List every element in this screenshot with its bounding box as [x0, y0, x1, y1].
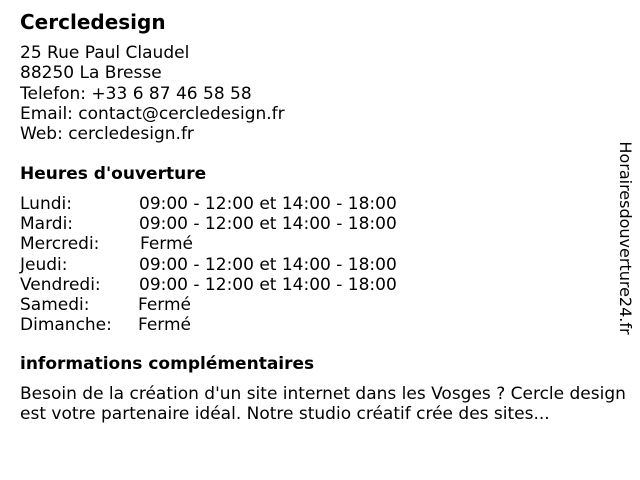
hours-row-mardi [20, 214, 397, 234]
day-label: Samedi: [20, 295, 90, 316]
day-hours: Fermé [140, 234, 194, 255]
day-label: Mardi: [20, 214, 74, 235]
day-hours: Fermé [138, 295, 192, 316]
day-hours: 09:00 - 12:00 et 14:00 - 18:00 [139, 274, 397, 295]
day-hours: 09:00 - 12:00 et 14:00 - 18:00 [139, 194, 397, 214]
address-line-street: 25 Rue Paul Claudel [20, 43, 190, 63]
info-heading: informations complémentaires [20, 354, 315, 374]
hours-row-dimanche [20, 315, 397, 335]
info-description: Besoin de la création d'un site internet dans les Vosges ? Cercle design est votre partenaire idéal. Notre studio créatif crée des sites... [20, 384, 626, 424]
contact-block [20, 43, 285, 144]
hours-row-mercredi [20, 234, 397, 254]
hours-row-lundi [20, 194, 397, 214]
address-line-city: 88250 La Bresse [20, 63, 162, 84]
web-line: Web: cercledesign.fr [20, 124, 194, 145]
day-label: Vendredi: [20, 274, 101, 295]
day-label: Lundi: [20, 194, 72, 214]
day-label: Dimanche: [20, 315, 112, 336]
day-hours: 09:00 - 12:00 et 14:00 - 18:00 [139, 254, 397, 275]
hours-heading: Heures d'ouverture [20, 164, 207, 184]
business-name: Cercledesign [20, 10, 166, 34]
day-hours: 09:00 - 12:00 et 14:00 - 18:00 [139, 214, 397, 235]
hours-row-vendredi [20, 275, 397, 295]
hours-table [20, 194, 397, 335]
hours-row-samedi [20, 295, 397, 315]
hours-row-jeudi [20, 255, 397, 275]
day-hours: Fermé [138, 315, 192, 336]
day-label: Mercredi: [20, 234, 100, 255]
watermark-label: Horairesdouverture24.fr [616, 141, 635, 335]
phone-line: Telefon: +33 6 87 46 58 58 [20, 83, 252, 104]
email-line: Email: contact@cercledesign.fr [20, 103, 285, 124]
day-label: Jeudi: [20, 254, 68, 275]
